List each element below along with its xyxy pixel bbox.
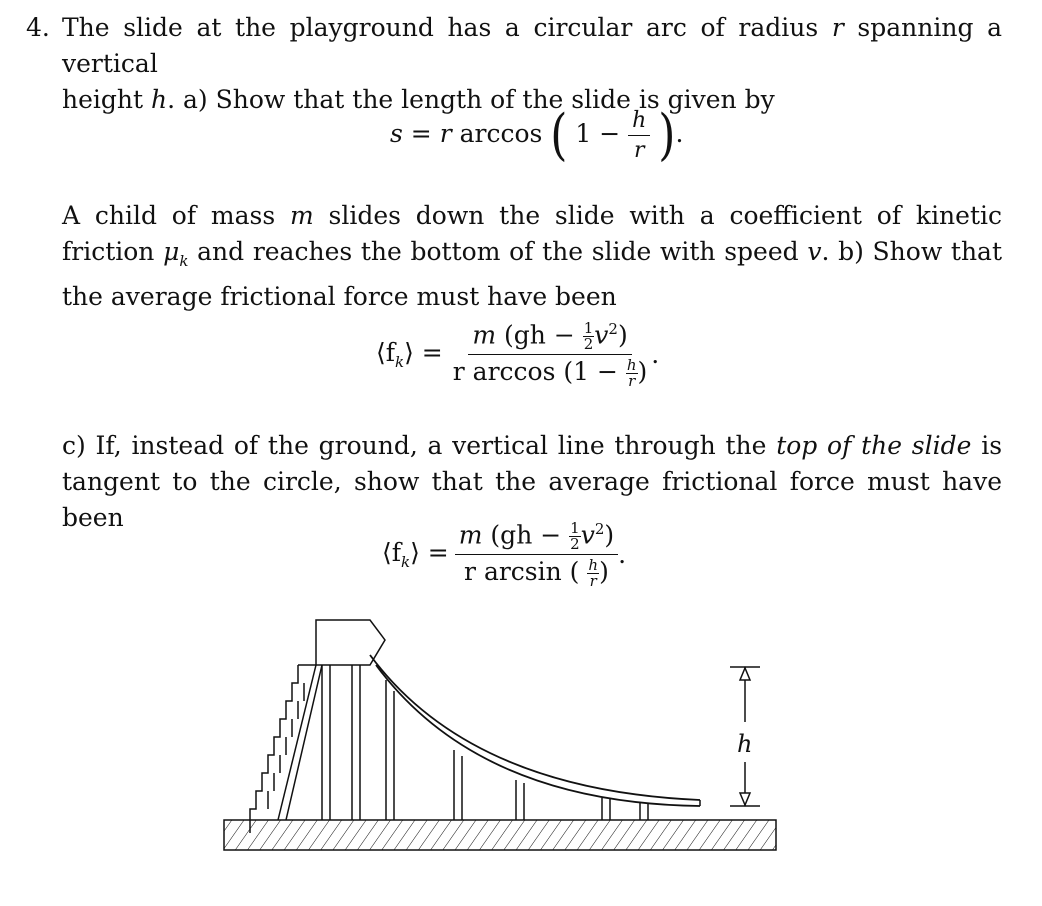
ladder-rail [278, 665, 316, 820]
slide-surface [370, 655, 700, 800]
problem-number: 4. [26, 13, 50, 42]
problem-part-b: A child of mass m slides down the slide with a coefficient of kinetic friction $\mu_k$ and reaches the bottom of the slide with speed v. b) Show that the average frictional force must have been [62, 201, 1002, 311]
equation-b: $⟨f_k⟩$ = m (gh − $\frac{1}{2}$ $v^2$) r arccos (1 − $\frac{h}{r}$ ) . [376, 319, 660, 391]
slide-platform [316, 620, 385, 665]
equation-c: $⟨f_k⟩$ = m (gh − $\frac{1}{2}$ $v^2$) r arcsin ( $\frac{h}{r}$ ) . [382, 519, 627, 591]
ladder-steps [250, 665, 316, 833]
problem-intro: The slide at the playground has a circular arc of radius r spanning a vertical height h. a) Show that the length of the slide is given by [62, 13, 1002, 114]
equation-a: s = r arccos ( 1 − $\frac{h}{r}$ ). [390, 103, 684, 168]
problem-part-c: c) If, instead of the ground, a vertical line through the top of the slide is tangent to the circle, show that the average frictional force must have been [62, 431, 1003, 532]
ground [224, 820, 776, 850]
height-label: h [737, 730, 753, 758]
slide-surface-under [376, 665, 700, 806]
